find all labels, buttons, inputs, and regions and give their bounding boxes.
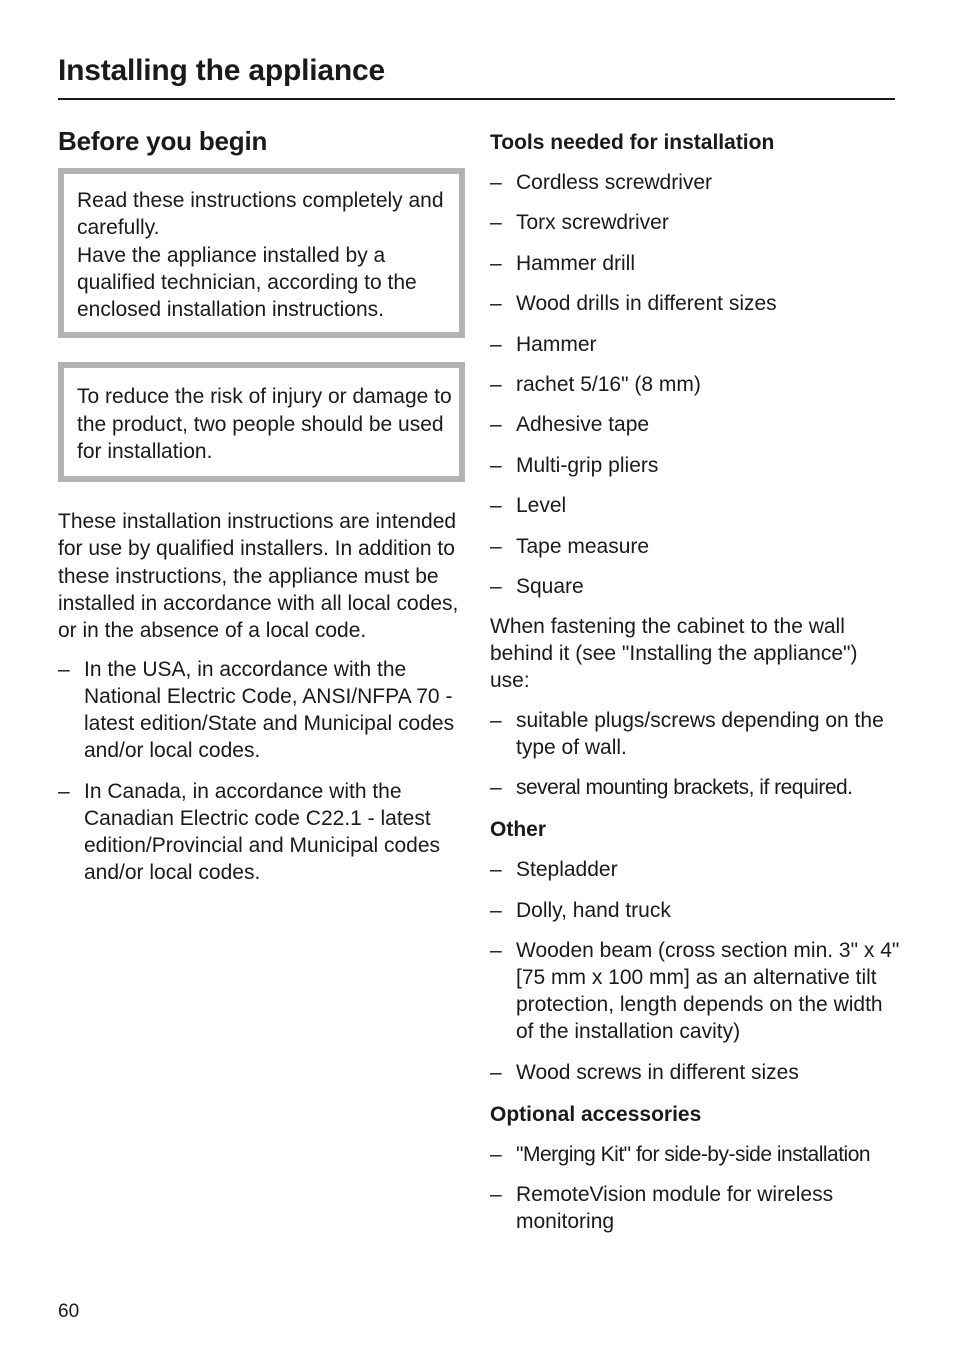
section-heading-before-you-begin: Before you begin	[58, 126, 268, 156]
dash-icon: –	[490, 292, 502, 316]
list-item	[490, 209, 900, 236]
fastening-list	[490, 707, 900, 802]
dash-icon: –	[490, 1060, 502, 1084]
list-item	[490, 1141, 900, 1168]
list-item-text: In Canada, in accordance with the Canadian Electric code C22.1 - latest edition/Provincial and Municipal codes and/or local codes.	[84, 779, 441, 884]
note-box-read-instructions	[58, 168, 465, 338]
left-column	[58, 124, 465, 899]
dash-icon: –	[490, 332, 502, 356]
list-item	[490, 774, 900, 801]
dash-icon: –	[490, 534, 502, 558]
note-text: Read these instructions completely and carefully.	[77, 189, 444, 240]
list-item-text: In the USA, in accordance with the National Electric Code, ANSI/NFPA 70 - latest edition/State and Municipal codes and/or local codes.	[84, 657, 455, 763]
list-item-text: Stepladder	[516, 858, 618, 882]
list-item-text: Wood screws in different sizes	[516, 1060, 799, 1084]
list-item	[490, 707, 900, 761]
list-item-text: Dolly, hand truck	[516, 898, 671, 922]
list-item	[490, 371, 900, 398]
list-item-text: Multi-grip pliers	[516, 453, 659, 477]
list-item	[490, 937, 900, 1045]
dash-icon: –	[490, 708, 502, 732]
list-item-text: Level	[516, 494, 567, 518]
dash-icon: –	[490, 251, 502, 275]
list-item-text: Wood drills in different sizes	[516, 292, 777, 316]
dash-icon: –	[490, 413, 502, 437]
note-text: To reduce the risk of injury or damage to the product, two people should be used for installation.	[77, 385, 452, 464]
right-column	[490, 128, 900, 1249]
list-item	[490, 1181, 900, 1235]
list-item-text: several mounting brackets, if required.	[516, 776, 853, 800]
title-divider	[58, 98, 895, 100]
tools-heading: Tools needed for installation	[490, 131, 775, 154]
dash-icon: –	[490, 776, 502, 800]
optional-accessories-heading: Optional accessories	[490, 1102, 702, 1126]
list-item	[490, 331, 900, 358]
list-item	[490, 897, 900, 924]
list-item	[490, 290, 900, 317]
list-item	[490, 533, 900, 560]
page-number: 60	[58, 1301, 80, 1322]
intro-paragraph: These installation instructions are intended for use by qualified installers. In addition to these instructions, the appliance must be installed in accordance with all local codes, or in the absence of a local code.	[58, 510, 459, 642]
fastening-paragraph: When fastening the cabinet to the wall behind it (see "Installing the appliance") use:	[490, 615, 858, 693]
page-title: Installing the appliance	[58, 54, 385, 87]
list-item-text: Cordless screwdriver	[516, 171, 713, 194]
note-box-two-people	[58, 362, 465, 482]
list-item-text: Tape measure	[516, 534, 650, 558]
list-item-text: "Merging Kit" for side-by-side installation	[516, 1142, 871, 1166]
list-item-text: Torx screwdriver	[516, 211, 669, 235]
dash-icon: –	[490, 1183, 502, 1207]
list-item-text: Adhesive tape	[516, 413, 650, 437]
dash-icon: –	[490, 494, 502, 518]
list-item	[490, 452, 900, 479]
dash-icon: –	[490, 211, 502, 235]
list-item	[490, 250, 900, 277]
list-item-text: RemoteVision module for wireless monitoring	[516, 1183, 834, 1234]
list-item	[490, 856, 900, 883]
other-list	[490, 856, 900, 1086]
list-item-text: suitable plugs/screws depending on the type of wall.	[516, 708, 884, 759]
dash-icon: –	[490, 898, 502, 922]
dash-icon: –	[490, 938, 502, 962]
codes-list	[58, 656, 465, 886]
note-text: Have the appliance installed by a qualified technician, according to the enclosed installation instructions.	[77, 243, 417, 322]
list-item-text: Hammer drill	[516, 251, 636, 275]
list-item	[490, 1059, 900, 1086]
list-item	[490, 411, 900, 438]
list-item	[490, 169, 900, 196]
list-item	[490, 492, 900, 519]
dash-icon: –	[490, 1142, 502, 1166]
list-item-text: rachet 5/16" (8 mm)	[516, 372, 701, 396]
dash-icon: –	[490, 171, 502, 194]
optional-accessories-list	[490, 1141, 900, 1236]
list-item-text: Square	[516, 574, 584, 598]
list-item	[490, 573, 900, 600]
dash-icon: –	[490, 453, 502, 477]
other-heading: Other	[490, 818, 547, 842]
tools-list	[490, 169, 900, 600]
dash-icon: –	[58, 779, 70, 803]
list-item-text: Hammer	[516, 332, 597, 356]
dash-icon: –	[490, 858, 502, 882]
dash-icon: –	[490, 372, 502, 396]
list-item	[58, 656, 465, 764]
list-item-text: Wooden beam (cross section min. 3" x 4" [75 mm x 100 mm] as an alternative tilt protection, length depends on the width of the installation cavity)	[516, 938, 900, 1044]
list-item	[58, 778, 465, 886]
dash-icon: –	[58, 657, 70, 681]
dash-icon: –	[490, 574, 502, 598]
